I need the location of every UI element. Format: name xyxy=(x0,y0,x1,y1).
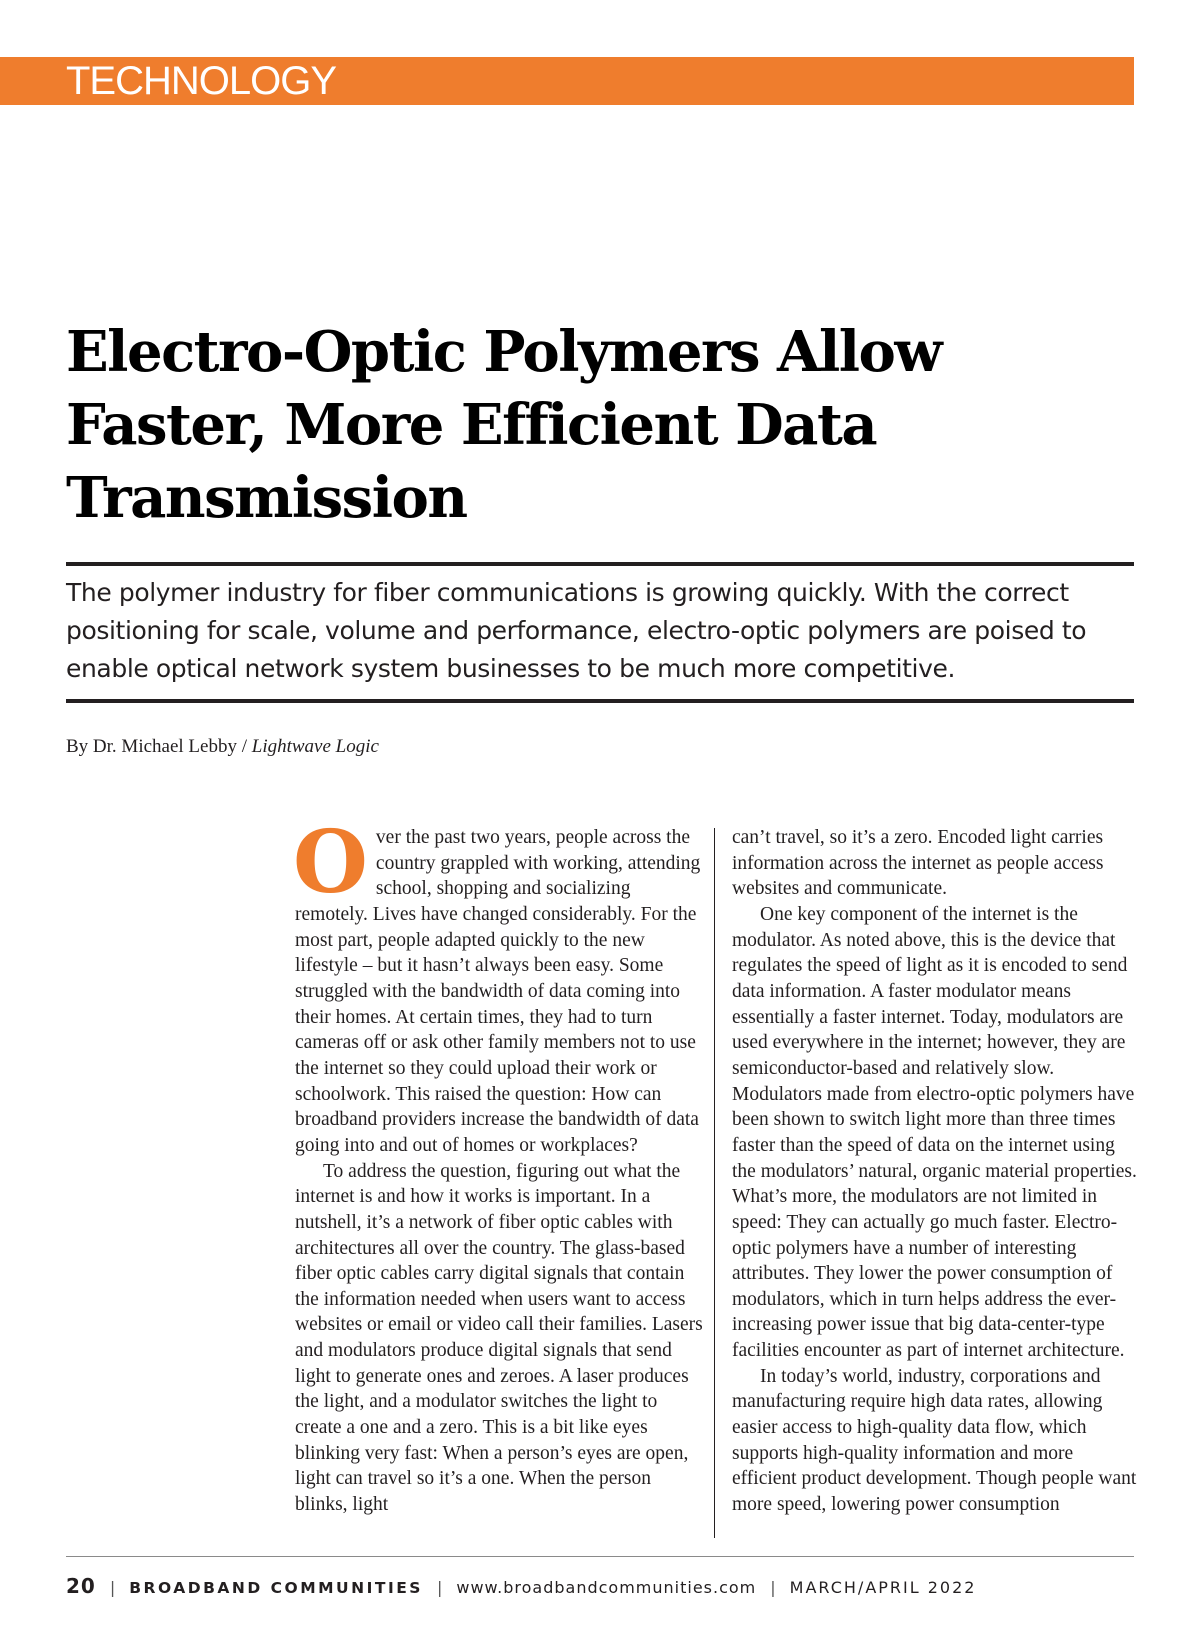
page-footer xyxy=(66,1574,976,1598)
page-number: 20 xyxy=(66,1574,96,1598)
body-column-left xyxy=(293,812,705,1518)
body-paragraph xyxy=(293,812,705,1159)
article-title: Electro-Optic Polymers Allow Faster, More Efficient Data Transmission xyxy=(66,319,942,531)
article-deck: The polymer industry for fiber communications is growing quickly. With the correct positioning for scale, volume and performance, electro-optic polymers are poised to enable optical network system businesses to be much more competitive. xyxy=(66,578,1087,683)
section-label: TECHNOLOGY xyxy=(66,59,337,103)
deck-bottom-rule xyxy=(66,699,1134,703)
footer-separator: | xyxy=(109,1578,116,1597)
paragraph-text: ver the past two years, people across the country grappled with working, attending school, shopping and socializing remotely. Lives have changed considerably. For the most part, people adapted quickly to the new lifestyle – but it hasn’t always been easy. Some struggled with the bandwidth of data coming into their homes. At certain times, they had to turn cameras off or ask other family members not to use the internet so they could upload their work or schoolwork. This raised the question: How can broadband providers increase the bandwidth of data going into and out of homes or workplaces? xyxy=(295,827,701,1156)
body-paragraph: One key component of the internet is the modulator. As noted above, this is the device that regulates the speed of light as it is encoded to send data information. A faster modulator means essentially a faster internet. Today, modulators are used everywhere in the internet; however, they are semiconductor-based and relatively slow. Modulators made from electro-optic polymers have been shown to switch light more than three times faster than the speed of data on the internet using the modulators’ natural, organic material properties. What’s more, the modulators are not limited in speed: They can actually go much faster. Electro-optic polymers have a number of interesting attributes. They lower the power consumption of modulators, which in turn helps address the ever-increasing power issue that big data-center-type facilities encounter as part of internet architecture. xyxy=(732,903,1137,1362)
publication-name: BROADBAND COMMUNITIES xyxy=(129,1579,423,1597)
website-link[interactable]: www.broadbandcommunities.com xyxy=(456,1578,757,1597)
body-paragraph: can’t travel, so it’s a zero. Encoded light carries information across the internet as people access websites and communicate. xyxy=(732,827,1104,900)
footer-separator: | xyxy=(770,1578,776,1597)
footer-rule xyxy=(66,1556,1134,1557)
drop-cap: O xyxy=(293,812,368,913)
deck-top-rule xyxy=(66,562,1134,566)
body-paragraph: In today’s world, industry, corporations and manufacturing require high data rates, allowing easier access to high-quality data flow, which supports high-quality information and more efficient product development. Though people want more speed, lowering power consumption xyxy=(732,1365,1137,1516)
footer-separator: | xyxy=(436,1578,443,1597)
byline xyxy=(66,736,379,758)
byline-company: Lightwave Logic xyxy=(251,736,379,757)
issue-date: MARCH/APRIL 2022 xyxy=(789,1578,977,1597)
body-paragraph: To address the question, figuring out what the internet is and how it works is important. In a nutshell, it’s a network of fiber optic cables with architectures all over the country. The glass-based fiber optic cables carry digital signals that contain the information needed when users want to access websites or email or video call their families. Lasers and modulators produce digital signals that send light to generate ones and zeroes. A laser produces the light, and a modulator switches the light to create a one and a zero. This is a bit like eyes blinking very fast: When a person’s eyes are open, light can travel so it’s a one. When the person blinks, light xyxy=(295,1160,703,1516)
section-banner xyxy=(0,57,1134,105)
body-column-right xyxy=(732,825,1137,1518)
byline-author: By Dr. Michael Lebby / xyxy=(66,736,252,757)
column-divider xyxy=(714,828,715,1538)
